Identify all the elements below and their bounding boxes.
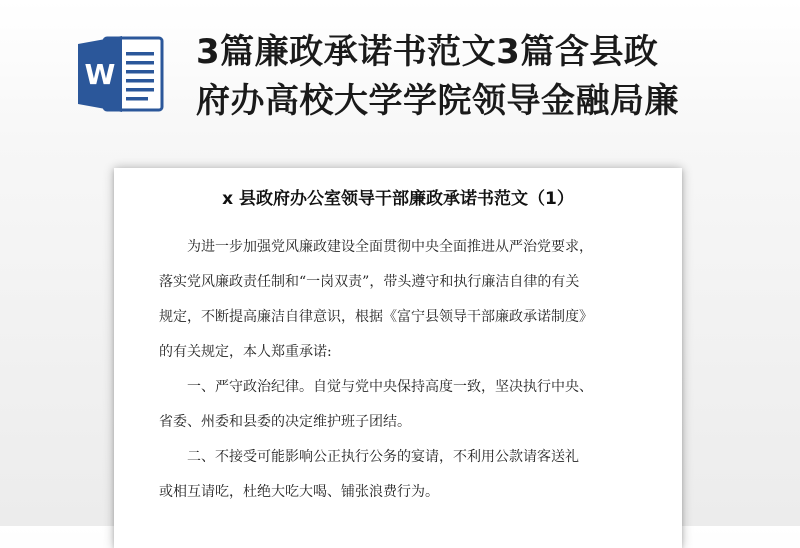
paragraph-line: 的有关规定，本人郑重承诺: xyxy=(159,344,332,360)
document-page xyxy=(114,168,682,548)
paragraph-line: 落实党风廉政责任制和“一岗双责”，带头遵守和执行廉洁自律的有关 xyxy=(159,274,580,290)
paragraph-line: 规定，不断提高廉洁自律意识，根据《富宁县领导干部廉政承诺制度》 xyxy=(159,309,593,325)
word-icon-letter: W xyxy=(84,58,116,91)
page-title xyxy=(196,28,786,126)
paragraph-line: 省委、州委和县委的决定维护班子团结。 xyxy=(159,414,411,430)
title-line-1: 3篇廉政承诺书范文3篇含县政 xyxy=(196,32,659,72)
paragraph-line: 二、不接受可能影响公正执行公务的宴请，不利用公款请客送礼 xyxy=(187,449,579,465)
paragraph-line: 一、严守政治纪律。自觉与党中央保持高度一致，坚决执行中央、 xyxy=(187,379,593,395)
document-title: x 县政府办公室领导干部廉政承诺书范文（1） xyxy=(222,189,574,209)
document-body xyxy=(159,230,649,510)
header xyxy=(0,0,800,150)
word-document-icon xyxy=(74,32,166,116)
title-line-2: 府办高校大学学院领导金融局廉 xyxy=(196,81,679,121)
paragraph-line: 或相互请吃，杜绝大吃大喝、铺张浪费行为。 xyxy=(159,484,439,500)
paragraph-line: 为进一步加强党风廉政建设全面贯彻中央全面推进从严治党要求， xyxy=(187,239,593,255)
